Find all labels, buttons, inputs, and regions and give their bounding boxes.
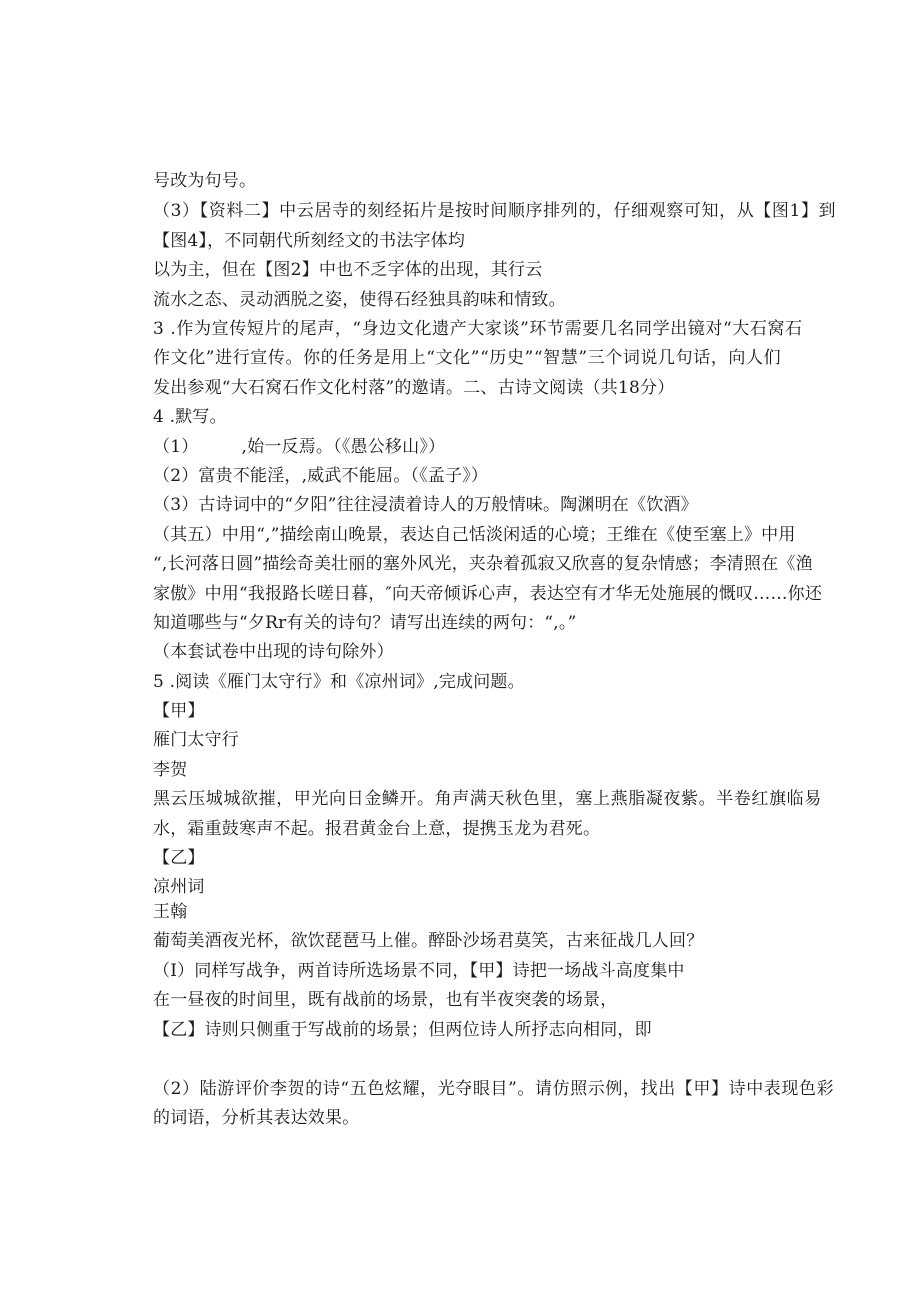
poem-author-jia: 李贺: [153, 760, 188, 780]
text-line-9: 4 .默写。: [153, 407, 227, 427]
text-line-7: 作文化”进行宣传。你的任务是用上“文化”“历史”“智慧”三个词说几句话，向人们: [153, 348, 782, 368]
poem-body-jia-2: 水，霜重鼓寒声不起。报君黄金台上意，提携玉龙为君死。: [153, 819, 601, 839]
text-line-11: （2）富贵不能淫，,威武不能屈。（《孟子》）: [153, 466, 489, 486]
poem-title-yi: 凉州词: [153, 877, 205, 897]
text-line-12: （3）古诗词中的“夕阳”往往浸渍着诗人的万般情味。陶渊明在《饮酒》: [153, 495, 698, 515]
text-line-2: （3）【资料二】中云居寺的刻经拓片是按时间顺序排列的，仔细观察可知，从【图1】到: [153, 201, 837, 221]
text-line-29: 在一昼夜的时间里，既有战前的场景，也有半夜突袭的场景，: [153, 990, 618, 1010]
text-line-13: （其五）中用“,”描绘南山晚景，表达自己恬淡闲适的心境；王维在《使至塞上》中用: [153, 525, 796, 545]
text-line-19: 【甲】: [153, 701, 205, 721]
text-line-15: 家傲》中用“我报路长嗟日暮，″向天帝倾诉心声，表达空有才华无处施展的慨叹……你还: [153, 584, 823, 604]
text-line-31: （2）陆游评价李贺的诗“五色炫耀，光夺眼目”。请仿照示例，找出【甲】诗中表现色彩: [153, 1079, 835, 1099]
poem-title-jia: 雁门太守行: [153, 730, 239, 750]
text-line-3: 【图4】，不同朝代所刻经文的书法字体均: [153, 231, 466, 251]
text-line-24: 【乙】: [153, 848, 205, 868]
text-line-14: “,长河落日圆”描绘奇美壮丽的塞外风光，夹杂着孤寂又欣喜的复杂情感；李清照在《渔: [153, 554, 813, 574]
poem-body-yi: 葡萄美酒夜光杯，欲饮琵琶马上催。醉卧沙场君莫笑，古来征战几人回？: [153, 931, 704, 951]
text-line-16: 知道哪些与“夕Rr有关的诗句？请写出连续的两句：“,。”: [153, 613, 577, 633]
poem-author-yi: 王翰: [153, 902, 188, 922]
text-line-8: 发出参观“大石窝石作文化村落”的邀请。二、古诗文阅读（共18分）: [153, 378, 675, 398]
text-line-4: 以为主，但在【图2】中也不乏字体的出现，其行云: [153, 260, 543, 280]
poem-body-jia-1: 黑云压城城欲摧，甲光向日金鳞开。角声满天秋色里，塞上燕脂凝夜紫。半卷红旗临易: [153, 789, 822, 809]
text-line-17: （本套试卷中出现的诗句除外）: [153, 642, 394, 662]
text-line-30: 【乙】诗则只侧重于写战前的场景；但两位诗人所抒志向相同，即: [153, 1020, 652, 1040]
text-line-1: 号改为句号。: [153, 171, 257, 191]
text-line-32: 的词语，分析其表达效果。: [153, 1108, 360, 1128]
text-line-10: （1） ,始一反焉。（《愚公移山》）: [153, 437, 446, 457]
text-line-28: （I）同样写战争，两首诗所选场景不同，【甲】诗把一场战斗高度集中: [153, 961, 685, 981]
text-line-6: 3 .作为宣传短片的尾声，“身边文化遗产大家谈”环节需要几名同学出镜对“大石窝石: [153, 319, 803, 339]
text-line-5: 流水之态、灵动洒脱之姿，使得石经独具韵味和情致。: [153, 290, 566, 310]
text-line-18: 5 .阅读《雁门太守行》和《凉州词》,完成问题。: [153, 672, 525, 692]
